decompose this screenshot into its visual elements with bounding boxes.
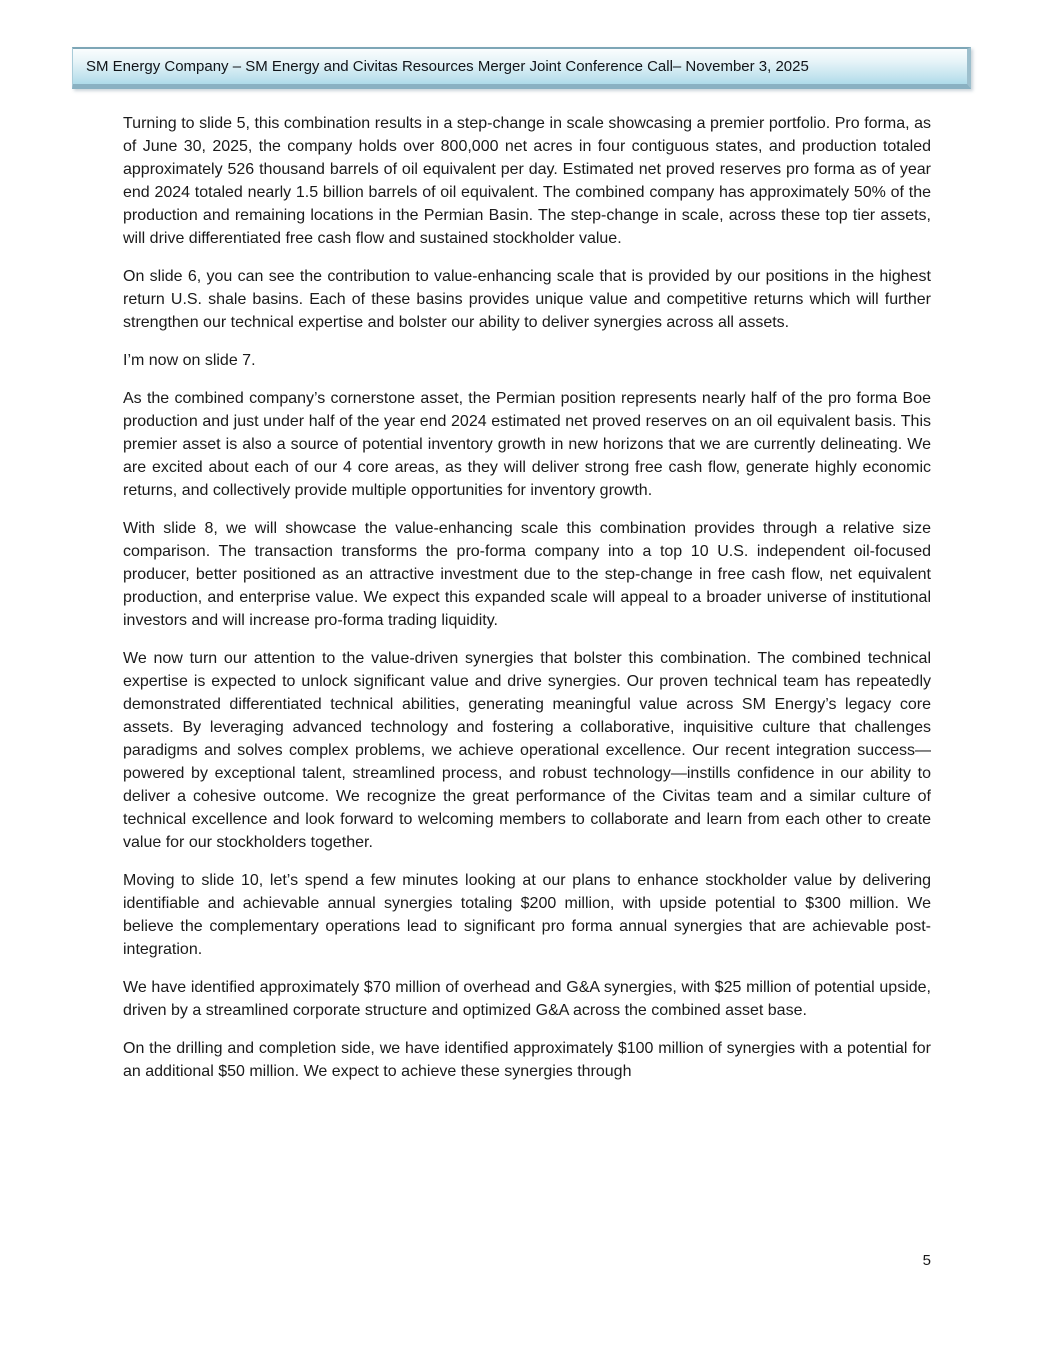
header-title: SM Energy Company – SM Energy and Civitas Resources Merger Joint Conference Call– November 3, 2025 [86, 58, 809, 75]
transcript-paragraph: I’m now on slide 7. [123, 352, 256, 369]
transcript-paragraph: Turning to slide 5, this combination results in a step-change in scale showcasing a premier portfolio. Pro forma, as of June 30, 2025, the company holds over 800,000 net acres in four contiguous states, and production totaled approximately 526 thousand barrels of oil equivalent per day. Estimated net proved reserves pro forma as of year end 2024 totaled nearly 1.5 billion barrels of oil equivalent. The combined company has approximately 50% of the production and remaining locations in the Permian Basin. The step-change in scale, across these top tier assets, will drive differentiated free cash flow and sustained stockholder value. [123, 115, 931, 247]
transcript-paragraph: On the drilling and completion side, we have identified approximately $100 million of synergies with a potential for an additional $50 million. We expect to achieve these synergies through [123, 1040, 931, 1080]
transcript-body [123, 112, 931, 1098]
transcript-paragraph: Moving to slide 10, let’s spend a few minutes looking at our plans to enhance stockholder value by delivering identifiable and achievable annual synergies totaling $200 million, with upside potential to $300 million. We believe the complementary operations lead to significant pro forma annual synergies that are achievable post-integration. [123, 872, 931, 958]
transcript-paragraph: On slide 6, you can see the contribution to value-enhancing scale that is provided by our positions in the highest return U.S. shale basins. Each of these basins provides unique value and competitive returns which will further strengthen our technical expertise and bolster our ability to deliver synergies across all assets. [123, 268, 931, 331]
transcript-paragraph: We now turn our attention to the value-driven synergies that bolster this combination. The combined technical expertise is expected to unlock significant value and drive synergies. Our proven technical team has repeatedly demonstrated differentiated technical abilities, generating meaningful value across SM Energy’s legacy core assets. By leveraging advanced technology and fostering a collaborative, inquisitive culture that challenges paradigms and solves complex problems, we achieve operational excellence. Our recent integration success—powered by exceptional talent, streamlined process, and robust technology—instills confidence in our ability to deliver a cohesive outcome. We recognize the great performance of the Civitas team and a similar culture of technical excellence and look forward to welcoming members to collaborate and learn from each other to create value for our stockholders together. [123, 650, 931, 851]
transcript-paragraph: We have identified approximately $70 million of overhead and G&A synergies, with $25 million of potential upside, driven by a streamlined corporate structure and optimized G&A across the combined asset base. [123, 979, 931, 1019]
transcript-paragraph: As the combined company’s cornerstone asset, the Permian position represents nearly half of the pro forma Boe production and just under half of the year end 2024 estimated net proved reserves on an oil equivalent basis. This premier asset is also a source of potential inventory growth in new horizons that we are currently delineating. We are excited about each of our 4 core areas, as they will deliver strong free cash flow, generate highly economic returns, and collectively provide multiple opportunities for inventory growth. [123, 390, 931, 499]
page-number: 5 [922, 1252, 931, 1269]
header-banner [72, 47, 971, 89]
transcript-paragraph: With slide 8, we will showcase the value-enhancing scale this combination provides through a relative size comparison. The transaction transforms the pro-forma company into a top 10 U.S. independent oil-focused producer, better positioned as an attractive investment due to the step-change in free cash flow, net equivalent production, and enterprise value. We expect this expanded scale will appeal to a broader universe of institutional investors and will increase pro-forma trading liquidity. [123, 520, 931, 629]
